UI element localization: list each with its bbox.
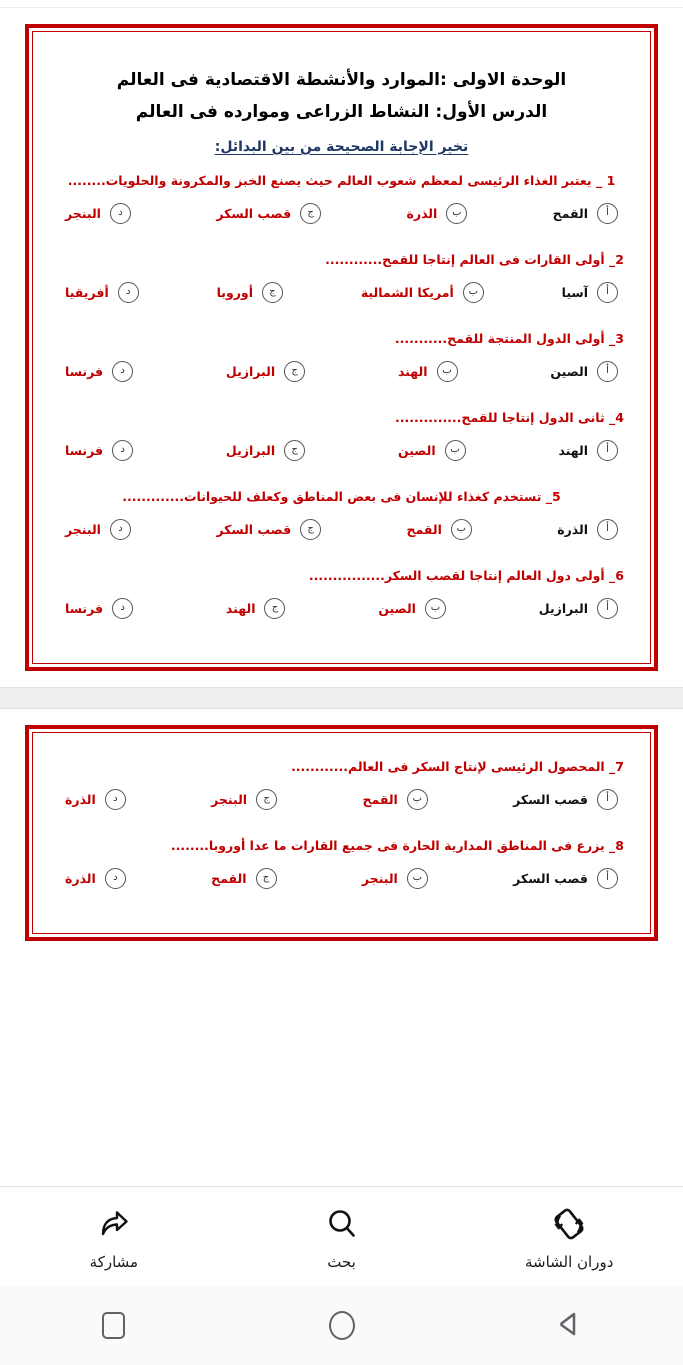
- option-d[interactable]: [65, 789, 126, 810]
- option-c[interactable]: [226, 598, 286, 619]
- option-b[interactable]: [407, 519, 472, 540]
- option-b[interactable]: [398, 361, 458, 382]
- option-label: الهند: [397, 363, 428, 379]
- option-label: فرنسا: [65, 442, 104, 458]
- android-navigation-bar: [0, 1286, 683, 1365]
- option-d[interactable]: [65, 440, 133, 461]
- screen-rotation-button[interactable]: [456, 1203, 681, 1271]
- question-block: [55, 830, 628, 909]
- screen-rotation-label: دوران الشاشة: [524, 1252, 614, 1271]
- question-block: [55, 402, 628, 481]
- page-separator: [0, 687, 683, 709]
- option-label: البنجر: [361, 870, 398, 886]
- options-row: [55, 509, 628, 554]
- option-marker-c: ج: [284, 440, 305, 461]
- question-text: 5_ تستخدم كغذاء للإنسان فى بعض المناطق وكعلف للحيوانات.............: [122, 488, 561, 504]
- viewer-top-strip: [0, 0, 683, 8]
- option-label: الهند: [225, 600, 256, 616]
- option-marker-b: ب: [407, 789, 428, 810]
- option-label: قصب السكر: [513, 791, 588, 807]
- question-text: 2_ أولى القارات فى العالم إنتاجا للقمح............: [325, 251, 624, 267]
- option-marker-d: د: [112, 440, 133, 461]
- option-c[interactable]: [216, 203, 321, 224]
- option-label: البنجر: [65, 205, 101, 221]
- option-label: فرنسا: [65, 363, 104, 379]
- share-icon: [93, 1203, 135, 1245]
- option-label: البرازيل: [538, 600, 588, 616]
- option-label: الصين: [378, 600, 416, 616]
- option-label: القمح: [406, 521, 442, 537]
- page-top-spacer: [0, 709, 683, 725]
- option-a[interactable]: [553, 203, 618, 224]
- option-marker-c: ج: [256, 789, 277, 810]
- option-a[interactable]: [550, 361, 618, 382]
- option-marker-c: ج: [256, 868, 277, 889]
- option-b[interactable]: [407, 203, 468, 224]
- question-text: 6_ أولى دول العالم إنتاجا لقصب السكر................: [308, 567, 624, 583]
- option-marker-a: أ: [597, 598, 618, 619]
- option-marker-a: أ: [597, 868, 618, 889]
- option-d[interactable]: [65, 598, 133, 619]
- nav-back-button[interactable]: [456, 1310, 681, 1342]
- option-marker-d: د: [105, 868, 126, 889]
- option-marker-c: ج: [262, 282, 283, 303]
- question-text: 4_ ثانى الدول إنتاجا للقمح..............: [394, 409, 624, 425]
- option-label: الذرة: [65, 870, 96, 886]
- option-b[interactable]: [398, 440, 466, 461]
- option-label: القمح: [552, 205, 588, 221]
- options-row: [55, 430, 628, 475]
- option-d[interactable]: [65, 868, 126, 889]
- option-label: البرازيل: [225, 442, 276, 458]
- option-marker-b: ب: [407, 868, 428, 889]
- question-text: 1 _ يعتبر الغذاء الرئيسى لمعظم شعوب العالم حيث يصنع الخبز والمكرونة والحلويات........: [67, 172, 616, 188]
- option-label: فرنسا: [65, 600, 104, 616]
- share-button[interactable]: [1, 1203, 226, 1271]
- question-block: [55, 323, 628, 402]
- option-c[interactable]: [226, 440, 305, 461]
- option-b[interactable]: [361, 282, 484, 303]
- share-label: مشاركة: [89, 1252, 139, 1271]
- bottom-action-toolbar: [0, 1186, 683, 1286]
- option-marker-d: د: [118, 282, 139, 303]
- option-label: الذرة: [65, 791, 96, 807]
- question-text: 7_ المحصول الرئيسى لإنتاج السكر فى العالم............: [291, 758, 624, 774]
- option-a[interactable]: [513, 789, 618, 810]
- option-label: القمح: [211, 870, 247, 886]
- option-marker-a: أ: [597, 203, 618, 224]
- question-block: [55, 481, 628, 560]
- option-marker-a: أ: [597, 519, 618, 540]
- option-marker-b: ب: [446, 203, 467, 224]
- question-block: [55, 751, 628, 830]
- option-marker-d: د: [105, 789, 126, 810]
- page-2-outer-border: [25, 725, 658, 941]
- options-row: [55, 193, 628, 238]
- option-a[interactable]: [539, 598, 618, 619]
- option-c[interactable]: [217, 282, 283, 303]
- screen-rotation-icon: [548, 1203, 590, 1245]
- option-marker-d: د: [112, 598, 133, 619]
- option-label: أفريقيا: [65, 284, 109, 300]
- option-label: الصين: [397, 442, 436, 458]
- option-marker-c: ج: [300, 203, 321, 224]
- option-marker-c: ج: [300, 519, 321, 540]
- page-1-inner-border: [32, 31, 651, 664]
- option-label: البنجر: [211, 791, 248, 807]
- option-d[interactable]: [65, 361, 133, 382]
- back-triangle-icon: [556, 1310, 582, 1342]
- option-b[interactable]: [378, 598, 446, 619]
- option-marker-a: أ: [597, 789, 618, 810]
- option-marker-b: ب: [451, 519, 472, 540]
- option-c[interactable]: [216, 519, 321, 540]
- options-row: [55, 779, 628, 824]
- recents-square-icon: [102, 1312, 125, 1339]
- search-label: بحث: [327, 1252, 356, 1271]
- option-label: قصب السكر: [216, 205, 292, 221]
- question-block: [55, 165, 628, 244]
- options-row: [55, 858, 628, 903]
- option-marker-d: د: [110, 203, 131, 224]
- page-2-inner-border: [32, 732, 651, 934]
- option-c[interactable]: [211, 789, 277, 810]
- option-label: قصب السكر: [216, 521, 292, 537]
- option-label: الصين: [550, 363, 588, 379]
- option-label: أوروبا: [216, 284, 253, 300]
- options-row: [55, 588, 628, 633]
- option-d[interactable]: [65, 519, 131, 540]
- option-marker-a: أ: [597, 361, 618, 382]
- home-circle-icon: [329, 1311, 355, 1340]
- question-block: [55, 560, 628, 639]
- option-c[interactable]: [226, 361, 305, 382]
- option-a[interactable]: [513, 868, 618, 889]
- instruction-heading: تخير الإجابة الصحيحة من بين البدائل:: [214, 138, 469, 155]
- question-text: 8_ يزرع فى المناطق المدارية الحارة فى جميع القارات ما عدا أوروبا........: [170, 837, 624, 853]
- option-label: آسيا: [561, 284, 588, 300]
- option-b[interactable]: [362, 868, 428, 889]
- option-label: الهند: [558, 442, 588, 458]
- page-subtitle: الدرس الأول: النشاط الزراعى وموارده فى العالم: [135, 102, 548, 123]
- document-page-1: [25, 24, 658, 671]
- option-marker-b: ب: [437, 361, 458, 382]
- option-label: قصب السكر: [513, 870, 588, 886]
- page-1-outer-border: [25, 24, 658, 671]
- nav-home-button[interactable]: [229, 1311, 454, 1340]
- question-text: 3_ أولى الدول المنتجة للقمح...........: [394, 330, 624, 346]
- options-row: [55, 351, 628, 396]
- option-label: الذرة: [557, 521, 588, 537]
- search-button[interactable]: [229, 1203, 454, 1271]
- nav-recents-button[interactable]: [1, 1312, 226, 1339]
- question-block: [55, 244, 628, 323]
- option-marker-b: ب: [425, 598, 446, 619]
- document-page-2: [25, 725, 658, 941]
- option-d[interactable]: [65, 282, 139, 303]
- option-marker-a: أ: [597, 282, 618, 303]
- option-label: أمريكا الشمالية: [360, 284, 454, 300]
- option-c[interactable]: [211, 868, 276, 889]
- option-marker-b: ب: [463, 282, 484, 303]
- option-d[interactable]: [65, 203, 131, 224]
- option-a[interactable]: [558, 440, 618, 461]
- page-top-spacer: [0, 8, 683, 24]
- options-row: [55, 272, 628, 317]
- option-a[interactable]: [557, 519, 618, 540]
- option-marker-c: ج: [284, 361, 305, 382]
- option-a[interactable]: [562, 282, 618, 303]
- option-label: البرازيل: [225, 363, 276, 379]
- option-b[interactable]: [362, 789, 427, 810]
- option-label: القمح: [362, 791, 398, 807]
- option-marker-d: د: [112, 361, 133, 382]
- option-marker-b: ب: [445, 440, 466, 461]
- search-icon: [321, 1203, 363, 1245]
- option-label: البنجر: [65, 521, 101, 537]
- page-bottom-spacer: [0, 671, 683, 687]
- option-marker-c: ج: [264, 598, 285, 619]
- page-title: الوحدة الاولى :الموارد والأنشطة الاقتصادية فى العالم: [116, 70, 567, 90]
- option-label: الذرة: [406, 205, 438, 221]
- option-marker-a: أ: [597, 440, 618, 461]
- option-marker-d: د: [110, 519, 131, 540]
